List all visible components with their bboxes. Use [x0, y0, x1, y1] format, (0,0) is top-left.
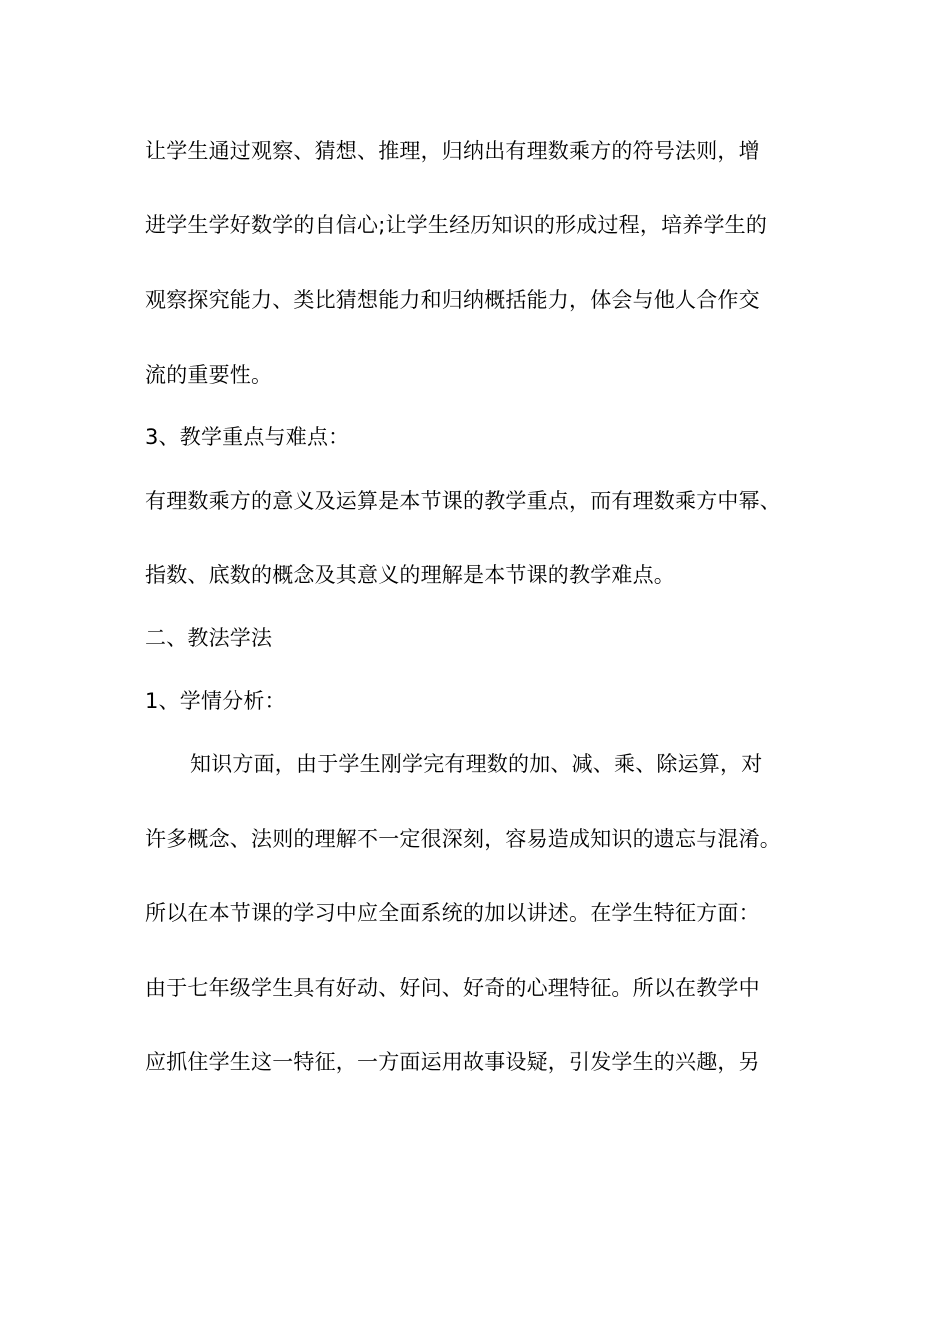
paragraph-line: 观察探究能力、类比猜想能力和归纳概括能力，体会与他人合作交 — [145, 288, 760, 312]
paragraph-line: 流的重要性。 — [145, 363, 273, 387]
section-heading: 3、教学重点与难点： — [145, 425, 350, 449]
paragraph-line: 知识方面，由于学生刚学完有理数的加、减、乘、除运算，对 — [190, 752, 763, 776]
paragraph-line: 许多概念、法则的理解不一定很深刻，容易造成知识的遗忘与混淆。 — [145, 827, 781, 851]
paragraph-line: 指数、底数的概念及其意义的理解是本节课的教学难点。 — [145, 563, 675, 587]
paragraph-line: 所以在本节课的学习中应全面系统的加以讲述。在学生特征方面： — [145, 901, 760, 925]
paragraph-line: 由于七年级学生具有好动、好问、好奇的心理特征。所以在教学中 — [145, 976, 760, 1000]
chapter-heading: 二、教法学法 — [145, 626, 273, 650]
paragraph-line: 让学生通过观察、猜想、推理，归纳出有理数乘方的符号法则，增 — [145, 139, 760, 163]
paragraph-line: 进学生学好数学的自信心;让学生经历知识的形成过程，培养学生的 — [145, 213, 768, 237]
section-heading: 1、学情分析： — [145, 689, 286, 713]
paragraph-line: 应抓住学生这一特征，一方面运用故事设疑，引发学生的兴趣，另 — [145, 1050, 760, 1074]
paragraph-line: 有理数乘方的意义及运算是本节课的教学重点，而有理数乘方中幂、 — [145, 489, 781, 513]
